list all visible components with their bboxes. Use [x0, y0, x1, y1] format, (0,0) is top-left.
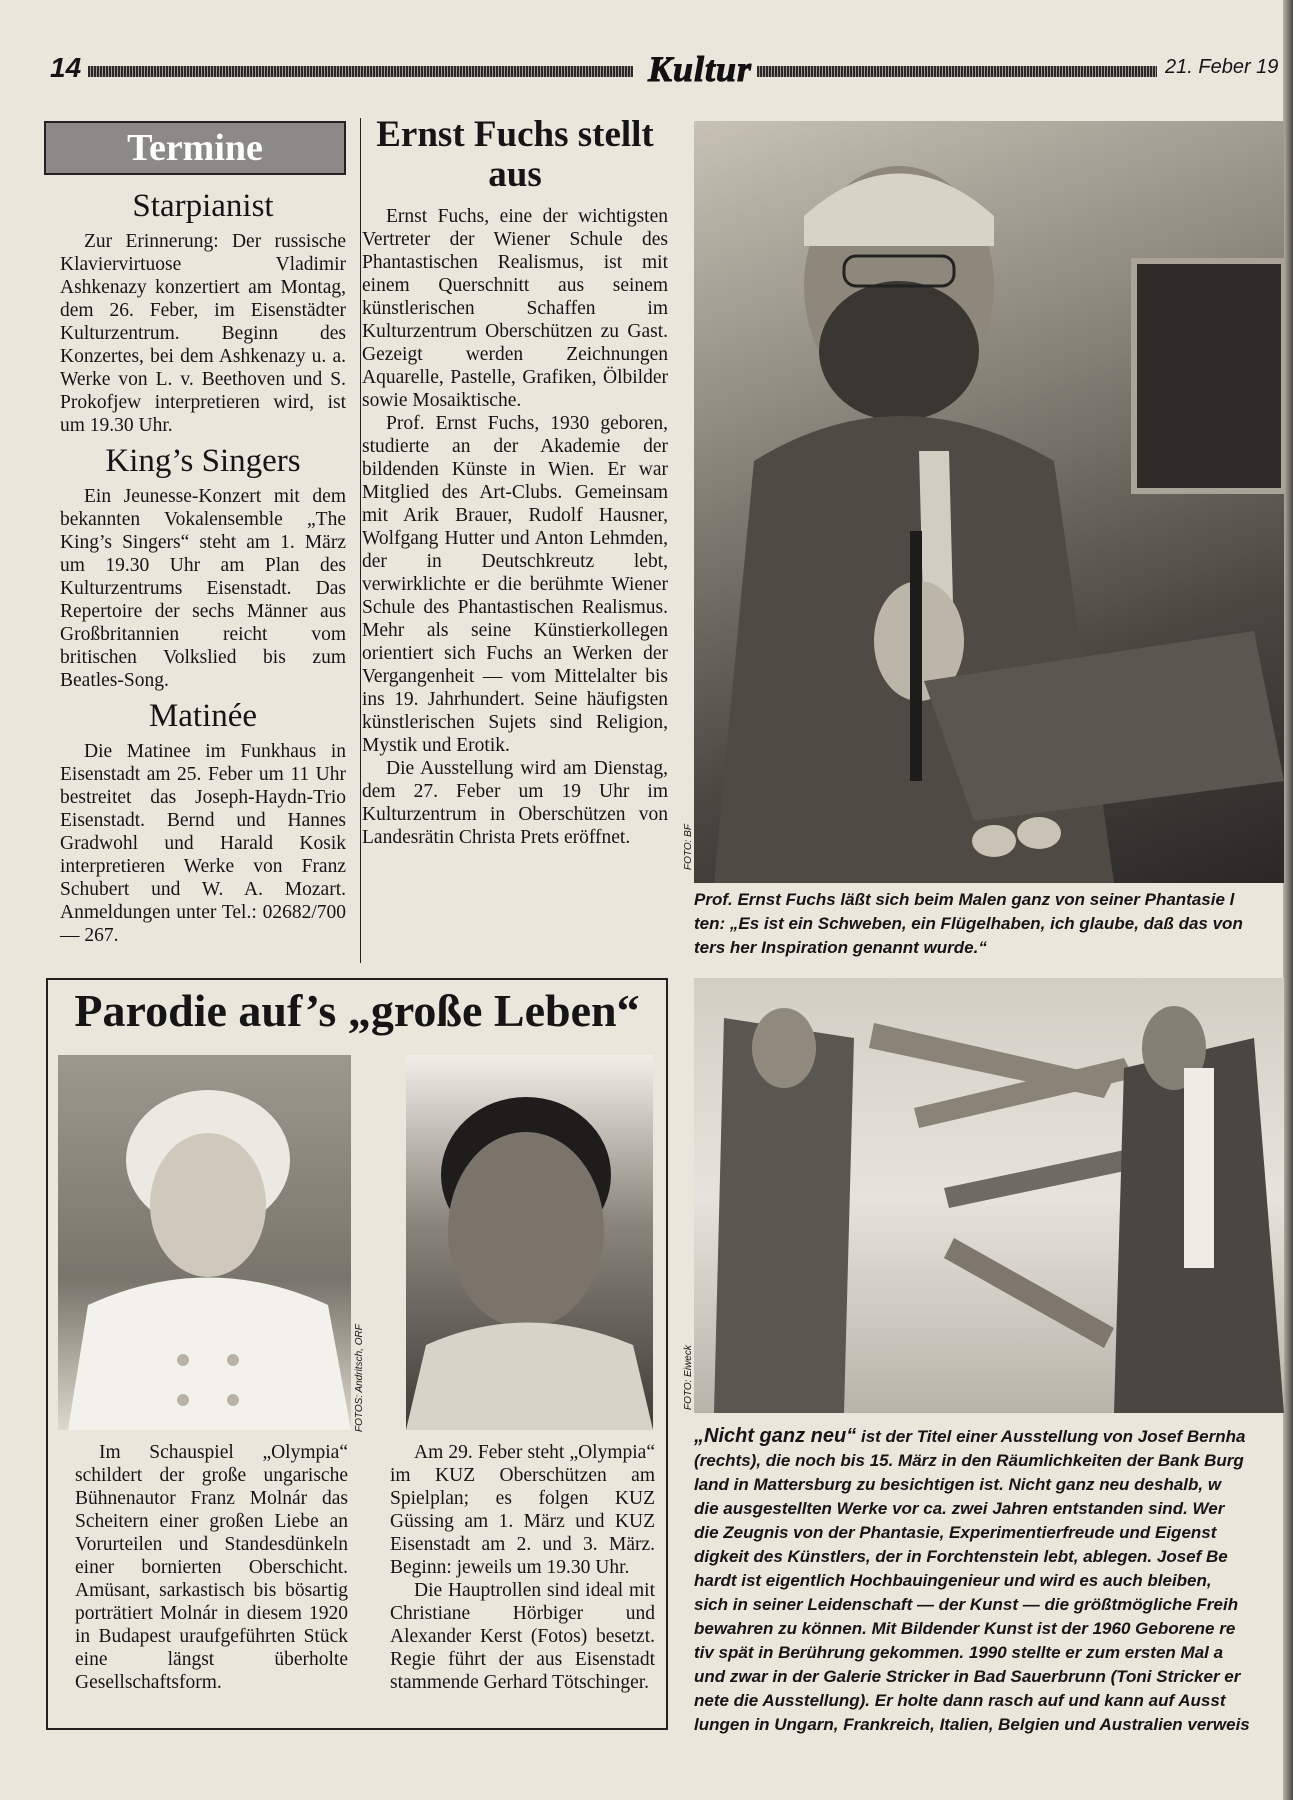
- termine-item-text: Die Matinee im Funkhaus in Eisenstadt am 25. Feber um 11 Uhr bestreitet das Joseph-Haydn-Trio Eisenstadt. Bernd und Hannes Gradwohl und Harald Kosik interpretieren Werke von Franz Schubert und W. A. Mozart. Anmeldungen unter Tel.: 02682/700 — 267.: [60, 741, 346, 946]
- caption-text: ist der Titel einer Ausstellung von Josef Bernha: [860, 1427, 1246, 1446]
- parodie-paragraph: Die Hauptrollen sind ideal mit Christiane Hörbiger und Alexander Kerst (Fotos) besetzt. Regie führt der aus Eisenstadt stammende Gerhard Tötschinger.: [390, 1580, 655, 1693]
- caption-line: land in Mattersburg zu besichtigen ist. Nicht ganz neu deshalb, w: [694, 1475, 1222, 1494]
- caption-title: „Nicht ganz neu“: [694, 1425, 857, 1447]
- caption-line: ten: „Es ist ein Schweben, ein Flügelhaben, ich glaube, daß das von: [694, 914, 1243, 933]
- fuchs-photo-illustration: [694, 121, 1284, 883]
- section-logo: Kultur: [648, 49, 753, 89]
- bernhardt-photo: [694, 978, 1284, 1413]
- caption-line: (rechts), die noch bis 15. März in den Räumlichkeiten der Bank Burg: [694, 1451, 1244, 1470]
- fuchs-article-body: [362, 205, 668, 849]
- termine-item-title: King’s Singers: [105, 443, 301, 479]
- parodie-paragraph: Am 29. Feber steht „Olympia“ im KUZ Oberschützen am Spielplan; es folgen KUZ Güssing am 1. März und KUZ Eisenstadt am 2. und 3. März. Beginn: jeweils um 19.30 Uhr.: [390, 1442, 655, 1578]
- parodie-photo-credit: FOTOS: Andritsch, ORF: [354, 1324, 365, 1432]
- caption-line: Prof. Ernst Fuchs läßt sich beim Malen ganz von seiner Phantasie l: [694, 890, 1235, 909]
- header-rule-right: [757, 66, 1157, 77]
- hoerbiger-photo: [58, 1055, 351, 1430]
- fuchs-photo-credit: FOTO: BF: [683, 824, 694, 870]
- caption-line: die ausgestellten Werke vor ca. zwei Jahren entstanden sind. Wer: [694, 1499, 1225, 1518]
- fuchs-caption: [694, 888, 1284, 960]
- caption-line: [694, 1424, 1284, 1449]
- page-number: 14: [50, 52, 82, 83]
- kerst-photo-illustration: [406, 1055, 653, 1430]
- parodie-column-2: [390, 1441, 655, 1694]
- caption-line: ters her Inspiration genannt wurde.“: [694, 938, 987, 957]
- caption-line: die Zeugnis von der Phantasie, Experimentierfreude und Eigenst: [694, 1523, 1217, 1542]
- parodie-headline: Parodie auf’s „große Leben“: [74, 985, 640, 1036]
- bernhardt-caption: [694, 1424, 1284, 1737]
- caption-line: und zwar in der Galerie Stricker in Bad Sauerbrunn (Toni Stricker er: [694, 1667, 1241, 1686]
- header-rule-left: [88, 66, 633, 77]
- termine-item-title: Starpianist: [132, 188, 274, 224]
- caption-line: nete die Ausstellung). Er holte dann rasch auf und kann auf Ausst: [694, 1691, 1226, 1710]
- termine-item-text: Ein Jeunesse-Konzert mit dem bekannten Vokalensemble „The King’s Singers“ steht am 1. März um 19.30 Uhr am Plan des Kulturzentrums Eisenstadt. Das Repertoire der sechs Männer aus Großbritannien reicht vom britischen Volkslied bis zum Beatles-Song.: [60, 486, 346, 691]
- parodie-column-1: [75, 1441, 348, 1694]
- caption-line: hardt ist eigentlich Hochbauingenieur und wird es auch bleiben,: [694, 1571, 1212, 1590]
- caption-line: tiv spät in Berührung gekommen. 1990 stellte er zum ersten Mal a: [694, 1643, 1224, 1662]
- page-edge-shadow: [1283, 0, 1293, 1800]
- column-divider: [360, 118, 361, 963]
- bernhardt-photo-credit: FOTO: Eiweck: [683, 1345, 694, 1410]
- termine-item-text: Zur Erinnerung: Der russische Klaviervirtuose Vladimir Ashkenazy konzertiert am Montag, dem 26. Feber, im Eisenstädter Kulturzentrum. Beginn des Konzertes, bei dem Ashkenazy u. a. Werke von L. v. Beethoven und S. Prokofjew interpretieren wird, ist um 19.30 Uhr.: [60, 231, 346, 436]
- caption-line: bewahren zu können. Mit Bildender Kunst ist der 1960 Geborene re: [694, 1619, 1236, 1638]
- fuchs-paragraph: Prof. Ernst Fuchs, 1930 geboren, studierte an der Akademie der bildenden Künste in Wien. Er war Mitglied des Art-Clubs. Gemeinsam mit Arik Brauer, Rudolf Hausner, Wolfgang Hutter und Anton Lehmden, der in Deutschkreutz lebt, verwirklichte er die berühmte Wiener Schule des Phantastischen Realismus. Mehr als seine Künstierkollegen orientiert sich Fuchs an Werken der Vergangenheit — vom Mittelalter bis ins 19. Jahrhundert. Seine häufigsten künstlerischen Sujets sind Religion, Mystik und Erotik.: [362, 413, 668, 756]
- termine-item-title: Matinée: [148, 698, 258, 734]
- caption-line: digkeit des Künstlers, der in Forchtenstein lebt, ablegen. Josef Be: [694, 1547, 1228, 1566]
- termine-column: [60, 184, 346, 947]
- fuchs-paragraph: Ernst Fuchs, eine der wichtigsten Vertreter der Wiener Schule des Phantastischen Realismus, ist mit einem Querschnitt aus seinem künstlerischen Schaffen im Kulturzentrum Oberschützen zu Gast. Gezeigt werden Zeichnungen Aquarelle, Pastelle, Grafiken, Ölbilder sowie Mosaiktische.: [362, 206, 668, 411]
- caption-line: sich in seiner Leidenschaft — der Kunst — die größtmögliche Freih: [694, 1595, 1239, 1614]
- caption-line: lungen in Ungarn, Frankreich, Italien, Belgien und Australien verweis: [694, 1715, 1250, 1734]
- issue-date: 21. Feber 19: [1165, 56, 1279, 78]
- hoerbiger-photo-illustration: [58, 1055, 351, 1430]
- bernhardt-photo-illustration: [694, 978, 1284, 1413]
- termine-heading: Termine: [44, 121, 346, 175]
- fuchs-photo: [694, 121, 1284, 883]
- kerst-photo: [406, 1055, 653, 1430]
- fuchs-headline: Ernst Fuchs stellt aus: [376, 114, 654, 195]
- fuchs-paragraph: Die Ausstellung wird am Dienstag, dem 27. Feber um 19 Uhr im Kulturzentrum in Oberschützen von Landesrätin Christa Prets eröffnet.: [362, 758, 668, 848]
- parodie-paragraph: Im Schauspiel „Olympia“ schildert der große ungarische Bühnenautor Franz Molnár das Scheitern einer großen Liebe an Vorurteilen und Standesdünkeln einer bornierten Oberschicht. Amüsant, sarkastisch bis bösartig porträtiert Molnár in diesem 1920 in Budapest uraufgeführten Stück eine längst überholte Gesellschaftsform.: [75, 1442, 348, 1693]
